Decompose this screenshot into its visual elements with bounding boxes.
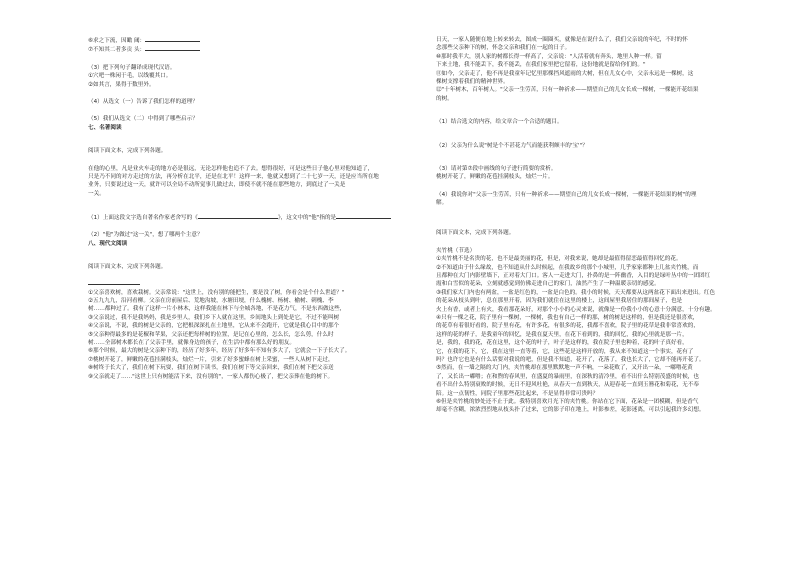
question-3-item-2: ②如其言，果得于数里外。: [88, 81, 155, 88]
passage-9-line: 这样的花的样子，是我童年的回忆，是我在夏天里，在花下看到的，我的回忆，我的心里就是那一片，: [436, 331, 688, 338]
passage-8-line: ④父亲说，不说，我的树是父亲的，它把根深深扎在土地里，它从来不会跑开，它就是我心目中的那个: [88, 323, 340, 330]
section-8-intro: 阅读下面文本，完成下列各题。: [88, 264, 167, 271]
passage-8-line: 树……全部树木都长在了父亲手里，就像身边的孩子，在生活中都有那么好的朋友。: [88, 339, 295, 346]
answer-blank[interactable]: [336, 213, 391, 219]
passage-8-cont-line: 的树。: [436, 95, 453, 102]
passage-9-title: 夹竹桃（节选）: [436, 247, 476, 254]
passage-8-line: ⑦桃树开花了，鲜嫩的花苞挂满枝头，灿烂一片，引来了好多蜜蜂在树上采蜜，一些人从树下走过，: [88, 356, 334, 363]
question-3: （3）把下列句子翻译成现代汉语。: [88, 64, 176, 71]
passage-8-line: ⑧树终于长大了，我们在树下玩耍，我们在树下读书，我们在树下等父亲回来，我们在树下把父亲送: [88, 365, 334, 372]
passage-8-cont-line: 下来土地，我不能丢下，我不能丢，在我们家里把它留着，这份地就是留给你们的。": [436, 62, 646, 69]
section-7-intro: 阅读下面文本，完成下列各题。: [88, 148, 167, 155]
question-8-1: （1）结合选文的内容，给文章合一个合适的题目。: [436, 119, 563, 126]
question-4: （4）从选文（一）告诉了我们怎样的道理？: [88, 98, 198, 105]
passage-8-cont-line: ⑩那时我半大，别人家的树都长得一样高了，父亲说："人活着就有奔头，地里人种一样。留: [436, 53, 662, 60]
passage-8-line: ①父亲喜欢树，喜欢栽树。父亲常说："这世上，没有别的能把生，要是没了树，你看会是个什么世道？": [88, 289, 345, 296]
passage-8-line: ⑤父亲种得最多的是花椒和苹果，父亲还把每样树的位置，是记在心里的，怎么长，怎么剪，什么时: [88, 331, 334, 338]
passage-9-line: 火上有香，或者上有火，我看那花朵好，对那个小小的心灵来说，就像是一份我小小的心意十分满意，十分有趣。: [436, 306, 716, 313]
passage-9-line: 陪。这一点韧性，同院子里那些花比起来，不是显得非常可贵吗？: [436, 390, 599, 397]
passage-9-line: 它，在我的花下，它，我在这里一直等着，它，这些花是这样开放的，我从来不知道这一个事实，花有了: [436, 348, 694, 355]
question-5: （5）我们从选文（二）中得到了哪些启示？: [88, 116, 198, 123]
passage-8-line: 树……都种过了。我有了这样一片小林木，这样我能在林下与全城各地，不是花力气，不是东西做这些，: [88, 306, 346, 313]
passage-9-line: ④只有一棵之花，院子里有一棵树，一棵树，我也有自己一样的那，树的树是这样的，但是我还是很喜欢，: [436, 314, 699, 321]
question-8-4-cont: 解。: [436, 200, 448, 207]
right-column: [436, 36, 772, 415]
question-3-item-1: ①穴吧一株闲于毛，以线覆其口。: [88, 73, 172, 80]
divider: [88, 278, 140, 285]
question-8-4: （4）我说你对"父亲一生劳苦，只有一种祈求——期望自己的儿女长成一棵树，一棵能开花结果的树"的理: [436, 191, 697, 198]
left-column: [88, 36, 418, 381]
passage-9-line: 的花朵从枝头到叶，总在那里开着，因为我们就住在这里的楼上，这间屋里我居住的那间屋子，也是: [436, 298, 683, 305]
answer-blank[interactable]: [145, 36, 200, 42]
passage-8-line: ③父亲说过，我不是我妈妈，我是乡里人，我们乡下人就在这里，乡间地头上到处是它，不过不能叫树: [88, 314, 340, 321]
passage-9-line: 的花草有着很好看的，院子里有花，有许多花，有很多的花，我都不喜欢，院子里的花草是我非常喜欢的，: [436, 323, 699, 330]
passage-9-line: 看不出什么特别衰败的时候，无日不迎风吐艳，从春天一直到秋天，从迎春花一直到玉簪花和菊花，无不奉: [436, 382, 699, 389]
passage-9-line: ⑥但是夹竹桃的妙处还不止于此。我特别喜欢月光下的夹竹桃。你站在它下面，花朵是一团模糊，但是香气: [436, 398, 699, 405]
answer-blank[interactable]: [198, 213, 278, 219]
passage-9-line: 且都种在大门内影壁墙下，正对着大门口。客人一走进大门，扑鼻的是一阵幽香，入目的是绿叶丛中的一团团红: [436, 273, 711, 280]
passage-9-line: ③我们家大门内也有两盆，一盆是红色的，一盆是白色的。我小的时候，天天都要从这两盆花下面出来进出。红色: [436, 289, 716, 296]
section-8-heading: 八、现代文阅读: [88, 240, 128, 247]
section-9-intro: 阅读下面文本，完成下列各题。: [436, 230, 515, 237]
passage-8-cont-line: 棵树支撑着我们的精神世界。: [436, 78, 509, 85]
passage-8-line: ②五九九九，沿河看柳。父亲在房前屋后、荒地沟坡，水塘田埂，什么槐树、杨树、榆树、刺槐、李: [88, 298, 334, 305]
passage-7-line: 在他的心里，凡是业火车走的地方必是很远，无论怎样他也追不了去。想得很好，可是这些日子他心里对他知道了，: [88, 165, 374, 172]
passage-9-line: 却毫不含糊，浓浓烈烈地从枝头扑了过来，它的影子印在地上，叶影参差，花影迷离，可以引起我许多幻想。: [436, 407, 705, 414]
passage-7-line: 一关。: [88, 190, 105, 197]
passage-9-line: 吗？也许它也是有什么话要对我说的吧，但是我不知道，花开了，花落了，我也长大了，它却不能再开花了。: [436, 356, 705, 363]
vocab-line-6: ⑥求之下流，因瞰 阈：: [88, 36, 418, 45]
passage-9-line: ⑤然而，在一墙之隔的大门内，夹竹桃却在那里默默地一声不响，一朵花败了，又开出一朵，一嘟噜花黄: [436, 365, 693, 372]
question-8-3: （3）请对第⑦段中画线的句子进行简要的赏析。: [436, 165, 557, 172]
question-8-3-quote: 桃树开花了，鲜嫩的花苞挂满枝头，灿烂一片。: [436, 174, 554, 181]
question-7-2: （2）"他"为做过"这一关"，想了哪两个主意？: [88, 232, 203, 239]
question-7-1: （1）上面这段文字选自著名作家老舍写的《 》，这文中的"他"指的是: [88, 213, 418, 222]
vocab-line-7: ⑦不知其二者多贡 头：: [88, 45, 418, 54]
passage-8-line: ⑨父亲就走了……"这世上只有树能活下来，没有别的"，一家人都伤心极了，把父亲葬在他的树下。: [88, 373, 334, 380]
passage-8-line: ⑥那个时候，最大的树是父亲种下的，经历了好多年，经历了好多年不知有多大了，它就会一下子长大了。: [88, 348, 351, 355]
passage-8-cont-line: ⑫"十年树木，百年树人。"父亲一生劳苦，只有一种祈求——期望自己的儿女长成一棵树，一棵能开花结果: [436, 87, 699, 94]
passage-9-line: ②不知道由于什么缘故，也不知道从什么时候起，在我故乡的那个小城里，几乎家家都种上几盆夹竹桃，而: [436, 264, 699, 271]
passage-8-cont-line: 日天，一家人随便在地上转来转去，图成一圈圈买，就像是在说什么了，我们父亲说的年纪，不时的怀: [436, 37, 688, 43]
passage-9-line: 是，我的，我的花，花在这里，这个花的叶子，叶子是这样的，我在院子里也种着，花的叶子真好看，: [436, 340, 688, 347]
section-7-heading: 七、名著阅读: [88, 124, 122, 131]
question-8-2: （2）父亲为什么说"树是个不甚花力气而能获利颇丰的'宝'"？: [436, 142, 588, 149]
answer-blank[interactable]: [145, 45, 200, 51]
passage-7-line: 只是乃不同的对方走过的方法，再分析在北平，还是在北平！这样一来，他就又想到了二十七岁一天，还是应当所在地: [88, 173, 379, 180]
passage-9-line: ①夹竹桃不是名贵的花，也不是最美丽的花，但是，对我来说，她却是最值得留恋最值得回忆的花。: [436, 256, 682, 263]
passage-9-line: 了，又长出一嘟噜；在和煦的春风里，在盛夏的暴雨里，在深秋的清冷里，看不出什么特别茂盛的时候，也: [436, 373, 699, 380]
passage-8-cont-line: 念那些父亲种下的树，怀念父亲和我们在一起的日子。: [436, 45, 571, 52]
passage-8-cont-line: ⑪如今，父亲走了，他不再是我童年记忆里那棵挡风遮雨的大树，但在儿女心中，父亲永远是一棵树，这: [436, 70, 694, 77]
passage-7-line: 业务，只要说过这一天，就许可以全局不动所觉事儿做过去，即使不就不能在那些地方，到底过了一关是: [88, 182, 346, 189]
passage-9-line: 霞和白雪似的花朵，立刻就感觉到仿佛走进自己的家门，油然产生了一种温暖亲切的感觉。: [436, 281, 660, 288]
